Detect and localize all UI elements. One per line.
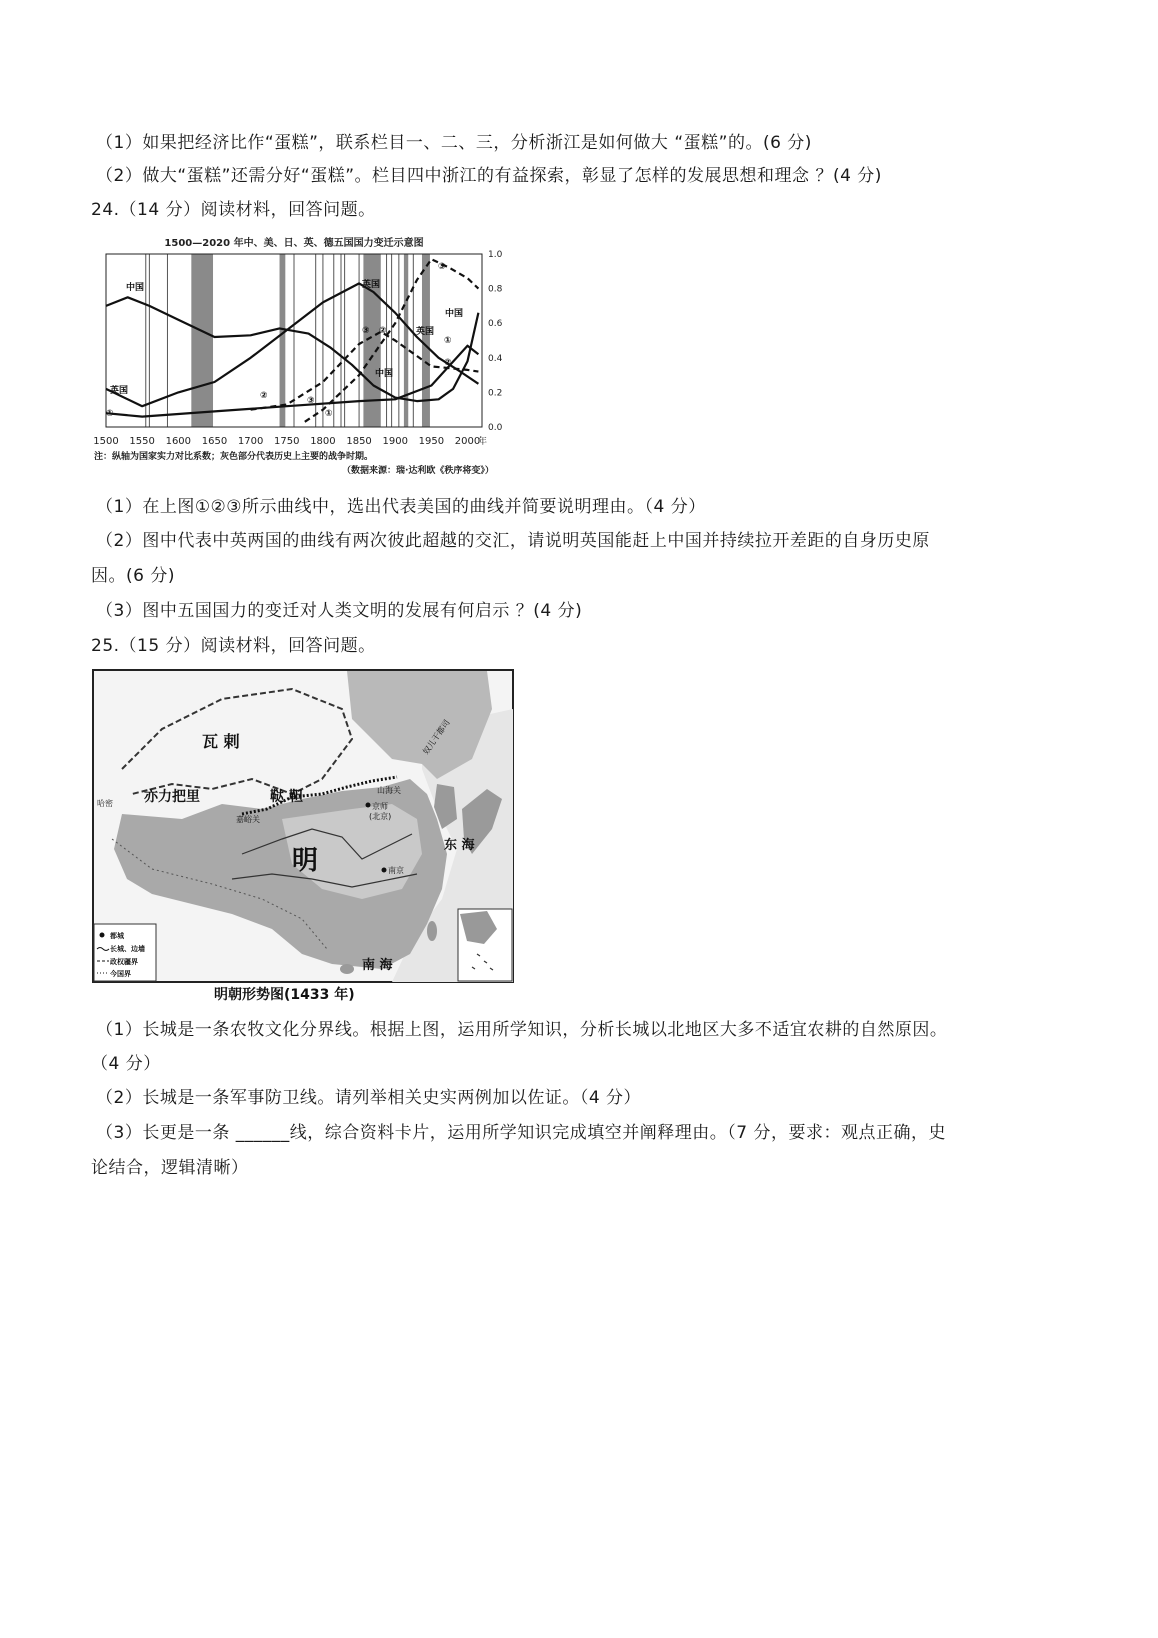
chart-title: 1500—2020 年中、美、日、英、德五国国力变迁示意图 (164, 238, 424, 249)
x-tick-label: 1500 (94, 436, 119, 447)
x-tick-label: 1700 (237, 436, 264, 447)
q23-sub2: （2）做大“蛋糕”还需分好“蛋糕”。栏目四中浙江的有益探索，彰显了怎样的发展思想和理念 ？(4 分) (96, 166, 882, 186)
x-tick-label: 1900 (382, 436, 408, 447)
label-m2-right: ② (444, 358, 452, 368)
y-tick-label: 0.8 (488, 284, 503, 295)
q25-sub3-line2: 论结合，逻辑清晰） (91, 1158, 249, 1178)
label-china-left: 中国 (126, 283, 145, 293)
legend-item-wall: 长城、边墙 (110, 945, 145, 953)
label-m1-right: ① (444, 336, 452, 346)
q24-sub2-line2: 因。(6 分) (91, 566, 175, 586)
label-uk-left: 英国 (110, 386, 129, 396)
chart-note: 注：纵轴为国家实力对比系数；灰色部分代表历史上主要的战争时期。 (94, 452, 374, 462)
map-label-jingshi: 京师 (372, 802, 388, 811)
ming-map (92, 669, 516, 1003)
q24-sub2-line1: （2）图中代表中英两国的曲线有两次彼此超越的交汇，请说明英国能赶上中国并持续拉开差距的自身历史原 (96, 531, 930, 551)
x-tick-label: 1800 (310, 436, 336, 447)
legend-item-capital: 都城 (110, 932, 124, 940)
q24-heading: 24.（14 分）阅读材料，回答问题。 (91, 200, 376, 220)
legend-item-regime: 政权疆界 (110, 958, 138, 966)
map-label-hami: 哈密 (97, 799, 113, 808)
x-tick-label: 1600 (165, 436, 192, 447)
x-tick-label: 1650 (201, 436, 228, 447)
legend-capital-icon (100, 933, 105, 938)
label-m3-left: ③ (307, 396, 315, 406)
x-tick-label: 1750 (274, 436, 300, 447)
x-axis-unit: 年 (478, 437, 488, 447)
y-tick-label: 0.6 (488, 319, 503, 330)
label-m2-mid: ② (379, 326, 387, 336)
capital-marker-beijing (366, 803, 371, 808)
x-tick-label: 2000 (454, 436, 481, 447)
hainan-island (340, 964, 354, 974)
q25-sub3-line1: （3）长更是一条 ______线，综合资料卡片，运用所学知识完成填空并阐释理由。（7 分，要求：观点正确，史 (96, 1123, 946, 1143)
chart-svg (94, 232, 564, 480)
label-m1-left: ① (106, 409, 114, 419)
label-m3-top: ③ (438, 262, 446, 272)
x-tick-label: 1850 (346, 436, 372, 447)
y-tick-label: 0.4 (488, 353, 503, 364)
q25-sub2: （2）长城是一条军事防卫线。请列举相关史实两例加以佐证。（4 分） (96, 1088, 642, 1108)
x-tick-label: 1950 (418, 436, 445, 447)
y-tick-label: 0.0 (488, 423, 503, 433)
capital-marker-nanjing (382, 868, 387, 873)
legend-item-modern: 今国界 (110, 970, 131, 978)
war-period-band (404, 254, 408, 427)
x-tick-label: 1550 (129, 436, 155, 447)
label-china-mid: 中国 (375, 369, 394, 379)
map-label-east-sea: 东 海 (444, 838, 475, 853)
q25-sub1-line1: （1）长城是一条农牧文化分界线。根据上图，运用所学知识，分析长城以北地区大多不适宜农耕的自然原因。 (96, 1020, 948, 1040)
map-label-wala: 瓦 剌 (202, 732, 240, 751)
label-uk-mid: 英国 (362, 280, 381, 290)
q25-sub1-line2: （4 分） (91, 1054, 161, 1074)
map-caption: 明朝形势图(1433 年) (214, 987, 355, 1003)
map-label-ming: 明 (292, 846, 319, 876)
map-label-south-sea: 南 海 (362, 958, 393, 973)
y-tick-label: 0.2 (488, 388, 503, 399)
label-china-right: 中国 (445, 309, 464, 319)
national-power-chart (94, 232, 564, 480)
chart-source: （数据来源：瑞·达利欧《秩序将变》） (342, 466, 494, 476)
map-label-nanjing: 南京 (388, 866, 404, 875)
label-uk-right: 英国 (416, 327, 435, 337)
map-label-dada: 鞑 靼 (270, 789, 303, 805)
q25-heading: 25.（15 分）阅读材料，回答问题。 (91, 636, 376, 656)
label-m3-mid: ③ (362, 326, 370, 336)
war-period-band (280, 254, 286, 427)
q24-sub1: （1）在上图①②③所示曲线中，选出代表美国的曲线并简要说明理由。（4 分） (96, 497, 706, 517)
map-label-jiayuguan: 嘉峪关 (236, 815, 260, 824)
label-m2-left: ② (260, 391, 268, 401)
ming-map-svg (92, 669, 516, 1003)
y-tick-label: 1.0 (488, 250, 503, 260)
war-period-band (191, 254, 213, 427)
label-m1-bottom: ① (325, 409, 333, 419)
q23-sub1: （1）如果把经济比作“蛋糕”，联系栏目一、二、三，分析浙江是如何做大 “蛋糕”的。(6 分) (96, 133, 812, 153)
taiwan-island (427, 921, 437, 941)
map-label-yilibali: 亦力把里 (144, 789, 200, 805)
map-label-beijing: (北京) (369, 812, 392, 821)
map-label-shanhaiguan: 山海关 (377, 786, 401, 795)
q24-sub3: （3）图中五国国力的变迁对人类文明的发展有何启示 ？(4 分) (96, 601, 583, 621)
map-label-nurgan: 奴儿干都司 (421, 718, 452, 757)
